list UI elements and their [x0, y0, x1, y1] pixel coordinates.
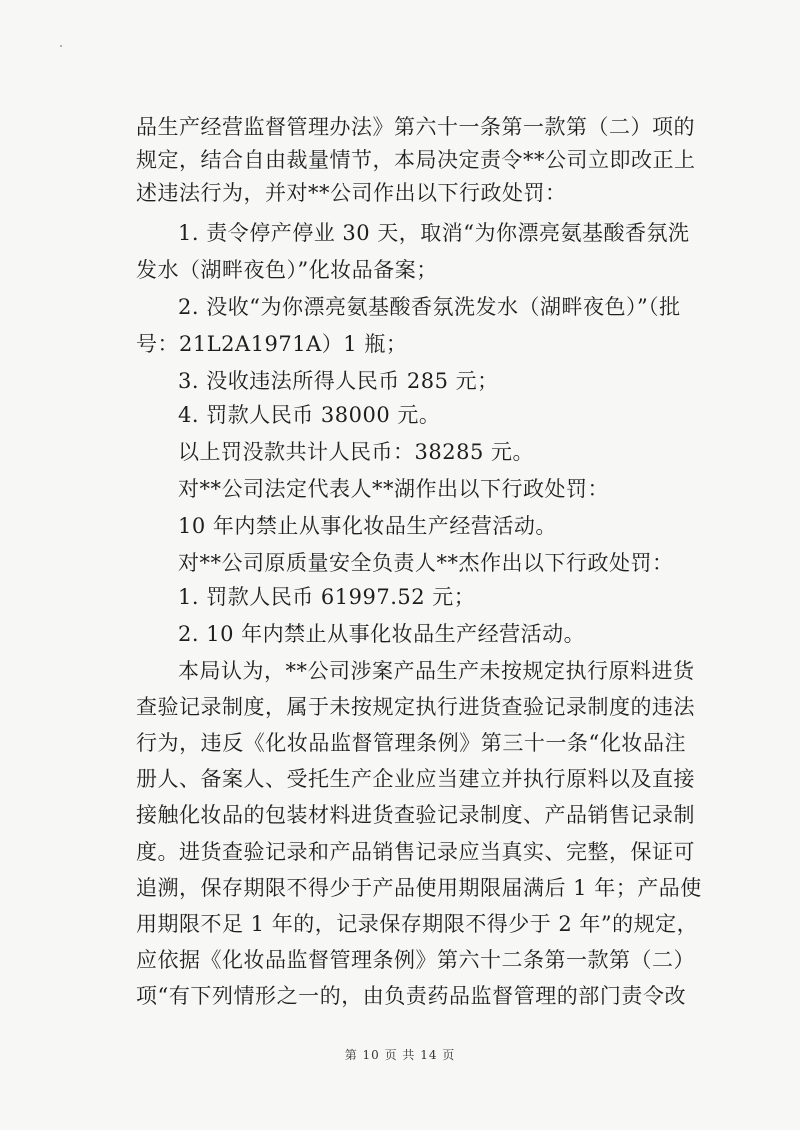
text-line: 发水（湖畔夜色）”化妆品备案；	[136, 258, 438, 282]
text-line: 述违法行为，并对**公司作出以下行政处罚：	[136, 181, 567, 205]
text-line: 行为，违反《化妆品监督管理条例》第三十一条“化妆品注	[136, 731, 686, 755]
text-line: 1. 罚款人民币 61997.52 元；	[178, 585, 476, 609]
text-line: 对**公司法定代表人**湖作出以下行政处罚：	[178, 477, 609, 501]
text-line: 项“有下列情形之一的，由负责药品监督管理的部门责令改	[136, 984, 686, 1008]
text-line: 号：21L2A1971A）1 瓶；	[136, 332, 408, 356]
text-line: 接触化妆品的包装材料进货查验记录制度、产品销售记录制	[136, 803, 695, 827]
text-line: 度。进货查验记录和产品销售记录应当真实、完整，保证可	[136, 840, 695, 864]
text-line: 用期限不足 1 年的，记录保存期限不得少于 2 年”的规定，	[136, 912, 699, 936]
text-line: 10 年内禁止从事化妆品生产经营活动。	[178, 514, 557, 538]
text-line: 应依据《化妆品监督管理条例》第六十二条第一款第（二）	[136, 948, 695, 972]
text-line: 本局认为，**公司涉案产品生产未按规定执行原料进货	[178, 659, 695, 683]
text-line: 3. 没收违法所得人民币 285 元；	[178, 369, 499, 393]
scan-speck	[60, 45, 62, 47]
text-line: 以上罚没款共计人民币：38285 元。	[178, 440, 534, 464]
text-line: 册人、备案人、受托生产企业应当建立并执行原料以及直接	[136, 767, 695, 791]
text-line: 规定，结合自由裁量情节，本局决定责令**公司立即改正上	[136, 148, 696, 172]
text-line: 对**公司原质量安全负责人**杰作出以下行政处罚：	[178, 551, 674, 575]
text-line: 查验记录制度，属于未按规定执行进货查验记录制度的违法	[136, 695, 695, 719]
text-line: 追溯，保存期限不得少于产品使用期限届满后 1 年；产品使	[136, 876, 702, 900]
text-line: 品生产经营监督管理办法》第六十一条第一款第（二）项的	[136, 115, 695, 139]
text-line: 2. 10 年内禁止从事化妆品生产经营活动。	[178, 622, 586, 646]
text-line: 4. 罚款人民币 38000 元。	[178, 403, 441, 427]
page-number-footer: 第 10 页 共 14 页	[344, 1048, 456, 1062]
text-line: 1. 责令停产停业 30 天，取消“为你漂亮氨基酸香氛洗	[178, 221, 690, 245]
text-line: 2. 没收“为你漂亮氨基酸香氛洗发水（湖畔夜色）”（批	[178, 295, 681, 319]
